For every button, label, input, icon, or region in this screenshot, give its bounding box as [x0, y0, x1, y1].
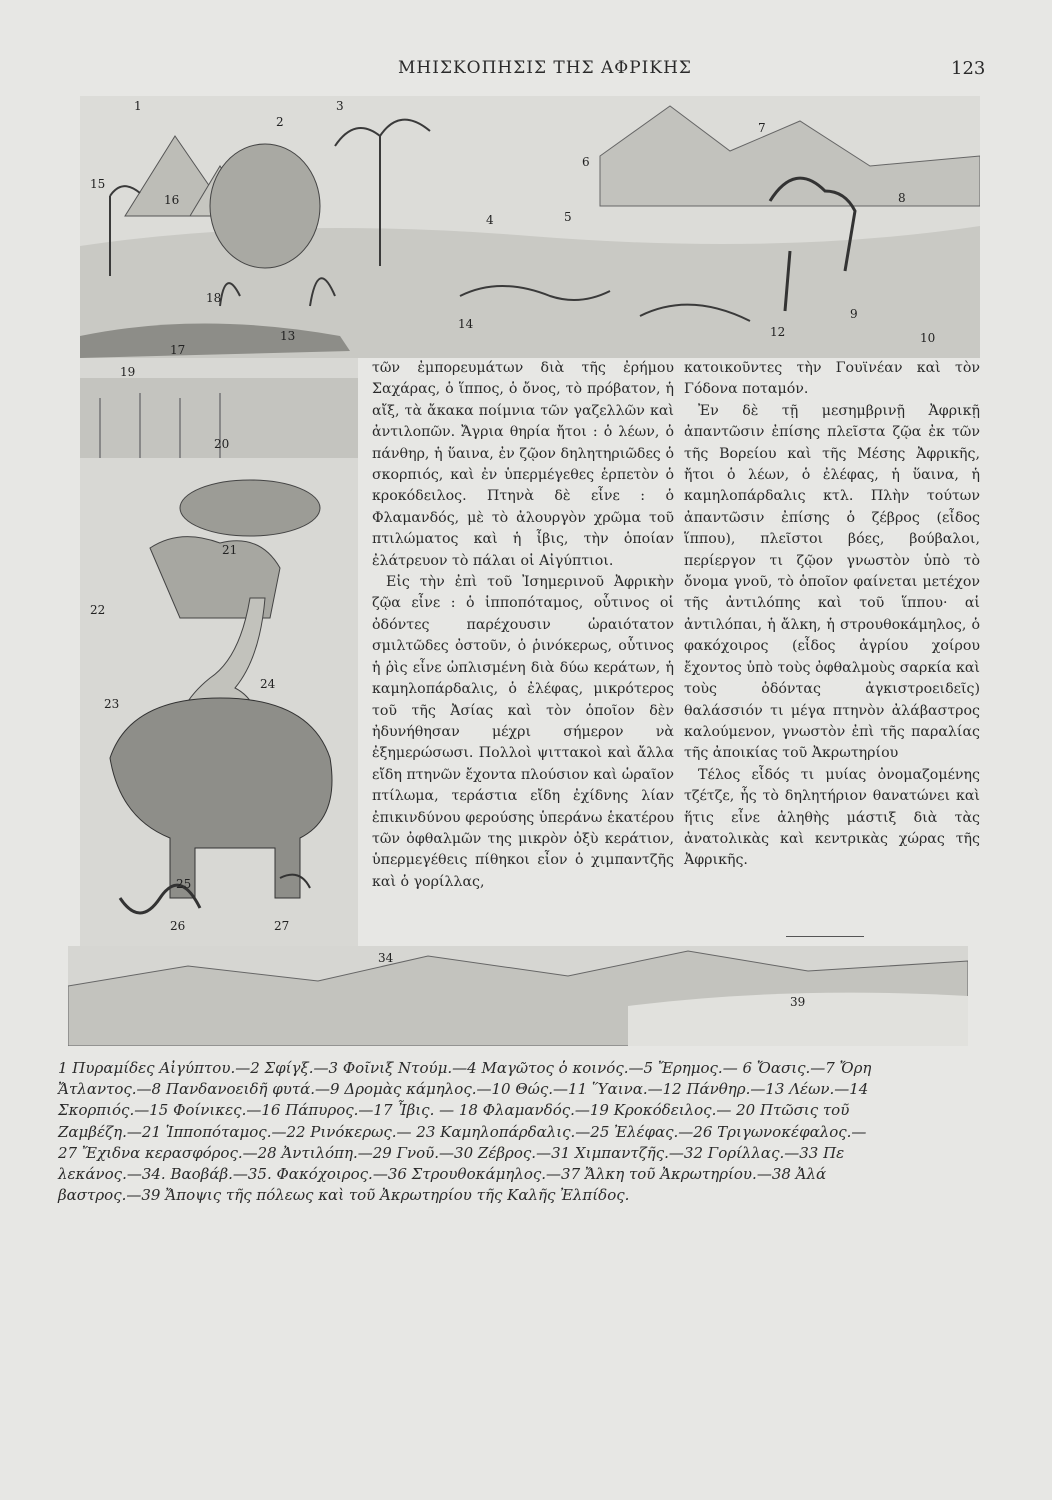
page-title: ΜΗΙΣΚΟΠΗΣΙΣ ΤΗΣ ΑΦΡΙΚΗΣ	[398, 58, 692, 78]
figure-number: 24	[260, 677, 276, 691]
figure-number: 1	[134, 99, 142, 113]
running-head	[0, 58, 1052, 84]
engraving-equatorial-africa	[80, 358, 358, 948]
figure-number: 21	[222, 543, 238, 557]
text-column-right	[684, 358, 980, 872]
figure-number: 16	[164, 193, 180, 207]
paragraph: Ἐν δὲ τῇ μεσημβρινῇ Ἀφρικῇ ἀπαντῶσιν ἐπίσης πλεῖστα ζῷα ἐκ τῶν τῆς Βορείου καὶ τῆς Μέσης Ἀφρικῆς, ἤτοι ὁ λέων, ὁ ἐλέφας, ἡ ὕαινα, ἡ καμηλοπάρδαλις κτλ. Πλὴν τούτων ἀπαντῶσιν ἐπίσης ὁ ζέβρος (εἶδος ἵππου), πλεῖστοι βόες, βούβαλοι, περίεργον τι ζῷον γνωστὸν ὑπὸ τὸ ὄνομα γνοῦ, τὸ ὁποῖον φαίνεται μετέχον τῆς ἀντιλόπης καὶ τοῦ ἵππου· αἱ ἀντιλόπαι, ἡ ἄλκη, ἡ στρουθοκάμηλος, ὁ φακόχοιρος (εἶδος ἀγρίου χοίρου ἔχοντος ὑπὸ τοὺς ὀφθαλμοὺς σαρκία καὶ τοὺς ὀδόντας ἀγκιστροειδεῖς) θαλάσσιόν τι μέγα πτηνὸν ἀλάβαστρος καλούμενον, γνωστὸν ἐπὶ τῆς παραλίας τῆς ἀποικίας τοῦ Ἀκρωτηρίου	[684, 402, 980, 762]
engraving-southern-africa	[68, 946, 968, 1046]
page-number: 123	[951, 58, 986, 79]
caption-line: Ζαμβέζη.—21 Ἱπποπόταμος.—22 Ρινόκερως.— 23 Καμηλοπάρδαλις.—25 Ἐλέφας.—26 Τριγωνοκέφαλος.—	[58, 1122, 867, 1141]
paragraph: τῶν ἐμπορευμάτων διὰ τῆς ἐρήμου Σαχάρας, ὁ ἵππος, ὁ ὄνος, τὸ πρόβατον, ἡ αἴξ, τὰ ἄκακα ποίμνια τῶν γαζελλῶν καὶ ἀντιλοπῶν. Ἄγρια θηρία ἤτοι : ὁ λέων, ὁ πάνθηρ, ἡ ὕαινα, ἐν ζῷον δηλητηριῶδες ὁ σκορπιός, καὶ ἐν ὑπερμέγεθες ἑρπετὸν ὁ κροκόδειλος. Πτηνὰ δὲ εἶνε : ὁ Φλαμανδός, μὲ τὸ ἀλουργὸν χρῶμα τοῦ πτιλώματος καὶ ἡ ἶβις, τὴν ὁποίαν ἐλάτρευον τὸ πάλαι οἱ Αἰγύπτιοι.	[372, 360, 674, 569]
figure-number: 8	[898, 191, 906, 205]
caption-line: Ἄτλαντος.—8 Πανδανοειδῆ φυτά.—9 Δρομὰς κάμηλος.—10 Θώς.—11 Ὕαινα.—12 Πάνθηρ.—13 Λέων.—14	[58, 1080, 869, 1099]
figure-number: 17	[170, 343, 186, 357]
figure-number: 14	[458, 317, 474, 331]
figure-number: 3	[336, 99, 344, 113]
figure-number: 18	[206, 291, 222, 305]
caption-line: λεκάνος.—34. Βαοβάβ.—35. Φακόχοιρος.—36 Στρουθοκάμηλος.—37 Ἄλκη τοῦ Ἀκρωτηρίου.—38 Ἀλά	[58, 1165, 827, 1184]
figure-number: 25	[176, 877, 192, 891]
figure-number: 12	[770, 325, 786, 339]
section-rule	[786, 936, 864, 937]
caption-line: Σκορπιός.—15 Φοίνικες.—16 Πάπυρος.—17 Ἶβις. — 18 Φλαμανδός.—19 Κροκόδειλος.— 20 Πτῶσις τοῦ	[58, 1101, 850, 1120]
paragraph: Εἰς τὴν ἐπὶ τοῦ Ἰσημερινοῦ Ἀφρικὴν ζῷα εἶνε : ὁ ἱπποπόταμος, οὗτινος οἱ ὀδόντες παρέχουσιν ὡραιότατον σμιλτῶδες ὀστοῦν, ὁ ῥινόκερως, οὗτινος ἡ ῥὶς εἶνε ὡπλισμένη διὰ δύω κεράτων, ἡ καμηλοπάρδαλις, ὁ ἐλέφας, μικρότερος τοῦ τῆς Ἀσίας καὶ τὸν ὁποῖον δὲν ἠδυνήθησαν μέχρι σήμερον νὰ ἐξημερώσωσι. Πολλοὶ ψιττακοὶ καὶ ἄλλα εἴδη πτηνῶν ἔχοντα πλούσιον καὶ ὡραῖον πτίλωμα, τεράστια εἴδη ἐχίδνης λίαν ἐπικινδύνου φερούσης ὑπεράνω ἑκατέρου τῶν ὀφθαλμῶν της μικρὸν ὀξὺ κεράτιον, ὑπερμεγέθεις πίθηκοι εἶον ὁ χιμπαντζῆς καὶ ὁ γορίλλας,	[372, 574, 674, 890]
engraving-north-africa	[80, 96, 980, 358]
figure-number: 22	[90, 603, 106, 617]
figure-number: 20	[214, 437, 230, 451]
figure-number: 10	[920, 331, 936, 345]
figure-number: 39	[790, 995, 806, 1009]
caption-line: βαστρος.—39 Ἄποψις τῆς πόλεως καὶ τοῦ Ἀκρωτηρίου τῆς Καλῆς Ἐλπίδος.	[58, 1186, 630, 1205]
paragraph: κατοικοῦντες τὴν Γουϊνέαν καὶ τὸν Γόδονα ποταμόν.	[684, 360, 980, 398]
caption-line: 27 Ἔχιδνα κερασφόρος.—28 Ἀντιλόπη.—29 Γνοῦ.—30 Ζέβρος.—31 Χιμπαντζῆς.—32 Γορίλλας.—33 Πε	[58, 1143, 845, 1162]
figure-number: 5	[564, 210, 572, 224]
figure-number: 26	[170, 919, 186, 933]
figure-number: 34	[378, 951, 394, 965]
caption-line: 1 Πυραμίδες Αἰγύπτου.—2 Σφίγξ.—3 Φοῖνιξ Ντούμ.—4 Μαγῶτος ὁ κοινός.—5 Ἔρημος.— 6 Ὄασις.—7 Ὄρη	[58, 1059, 872, 1077]
text-column-left	[372, 358, 674, 893]
figure-number: 9	[850, 307, 858, 321]
figure-caption	[58, 1058, 998, 1206]
figure-number: 2	[276, 115, 284, 129]
figure-number: 6	[582, 155, 590, 169]
figure-number: 15	[90, 177, 106, 191]
figure-number: 4	[486, 213, 494, 227]
figure-number: 7	[758, 121, 766, 135]
figure-number: 13	[280, 329, 296, 343]
paragraph: Τέλος εἶδός τι μυίας ὀνομαζομένης τζέτζε, ἧς τὸ δηλητήριον θανατώνει καὶ ἥτις εἶνε ἀληθὴς μάστιξ διὰ τὰς ἀνατολικὰς καὶ κεντρικὰς χώρας τῆς Ἀφρικῆς.	[684, 766, 980, 869]
figure-number: 19	[120, 365, 136, 379]
figure-number: 27	[274, 919, 290, 933]
figure-number: 23	[104, 697, 120, 711]
